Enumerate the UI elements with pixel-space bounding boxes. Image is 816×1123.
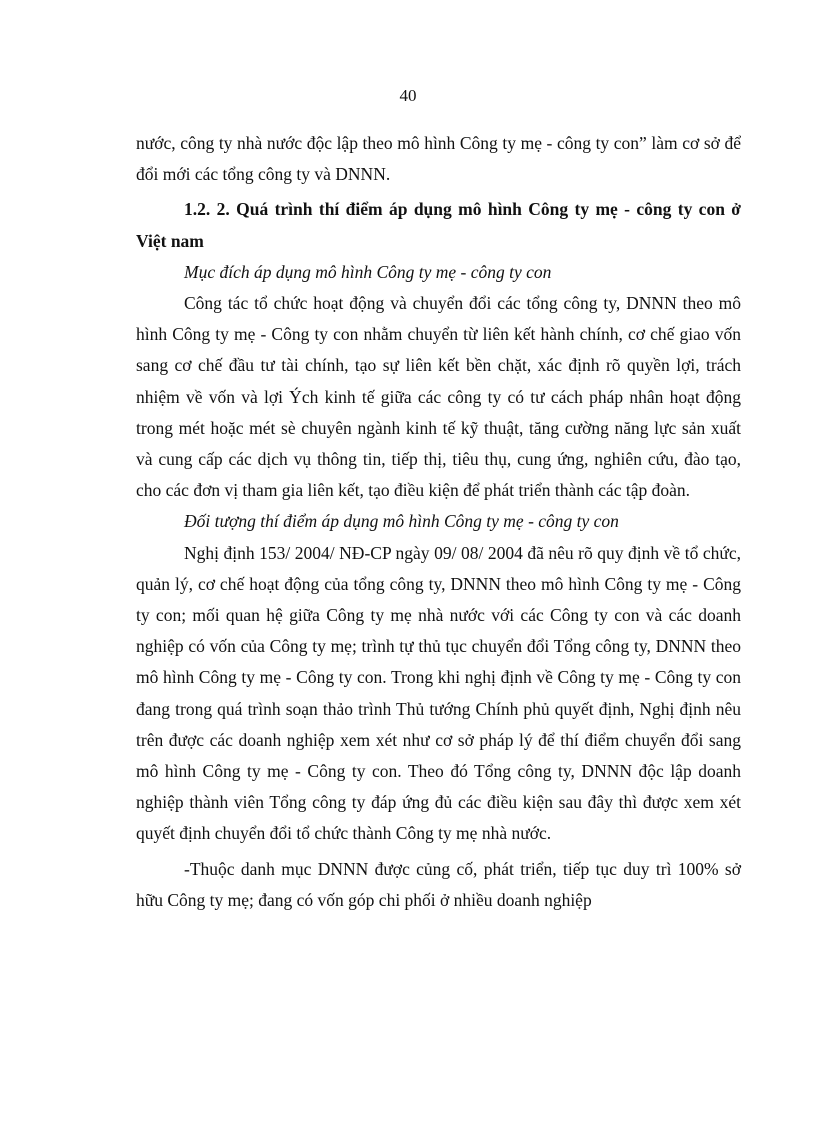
paragraph-continued: nước, công ty nhà nước độc lập theo mô hình Công ty mẹ - công ty con” làm cơ sở để đổi mới các tổng công ty và DNNN. [136, 133, 741, 185]
page-number: 40 [399, 86, 417, 105]
body-text [136, 128, 741, 916]
paragraph-decree: Nghị định 153/ 2004/ NĐ-CP ngày 09/ 08/ 2004 đã nêu rõ quy định về tổ chức, quản lý, cơ chế hoạt động của tổng công ty, DNNN theo mô hình Công ty mẹ - Công ty con; mối quan hệ giữa Công ty mẹ nhà nước với các Công ty con và các doanh nghiệp có vốn của Công ty mẹ; trình tự thủ tục chuyển đổi Tổng công ty, DNNN theo mô hình Công ty mẹ - Công ty con. Trong khi nghị định về Công ty mẹ - Công ty con đang trong quá trình soạn thảo trình Thủ tướng Chính phủ quyết định, Nghị định nêu trên được các doanh nghiệp xem xét như cơ sở pháp lý để thí điểm chuyển đổi sang mô hình Công ty mẹ - Công ty con. Theo đó Tổng công ty, DNNN độc lập doanh nghiệp thành viên Tổng công ty đáp ứng đủ các điều kiện sau đây thì được xem xét quyết định chuyển đổi tổ chức thành Công ty mẹ nhà nước. [136, 542, 741, 844]
section-heading: 1.2. 2. Quá trình thí điểm áp dụng mô hình Công ty mẹ - công ty con ở Việt nam [136, 199, 741, 251]
paragraph-purpose: Công tác tổ chức hoạt động và chuyển đổi các tổng công ty, DNNN theo mô hình Công ty mẹ - Công ty con nhằm chuyển từ liên kết hành chính, cơ chế giao vốn sang cơ chế đầu tư tài chính, tạo sự liên kết bền chặt, xác định rõ quyền lợi, trách nhiệm về vốn và lợi Ých kinh tế giữa các công ty có tư cách pháp nhân hoạt động trong mét hoặc mét sè chuyên ngành kinh tế kỹ thuật, tăng cường năng lực sản xuất và cung cấp các dịch vụ thông tin, tiếp thị, tiêu thụ, cung ứng, nghiên cứu, đào tạo, cho các đơn vị tham gia liên kết, tạo điều kiện để phát triển thành các tập đoàn. [136, 293, 741, 501]
subheading-purpose: Mục đích áp dụng mô hình Công ty mẹ - công ty con [184, 261, 552, 282]
subheading-subjects: Đối tượng thí điểm áp dụng mô hình Công ty mẹ - công ty con [184, 511, 619, 532]
paragraph-condition: -Thuộc danh mục DNNN được củng cố, phát triển, tiếp tục duy trì 100% sở hữu Công ty mẹ; đang có vốn góp chi phối ở nhiều doanh nghiệp [136, 858, 741, 910]
